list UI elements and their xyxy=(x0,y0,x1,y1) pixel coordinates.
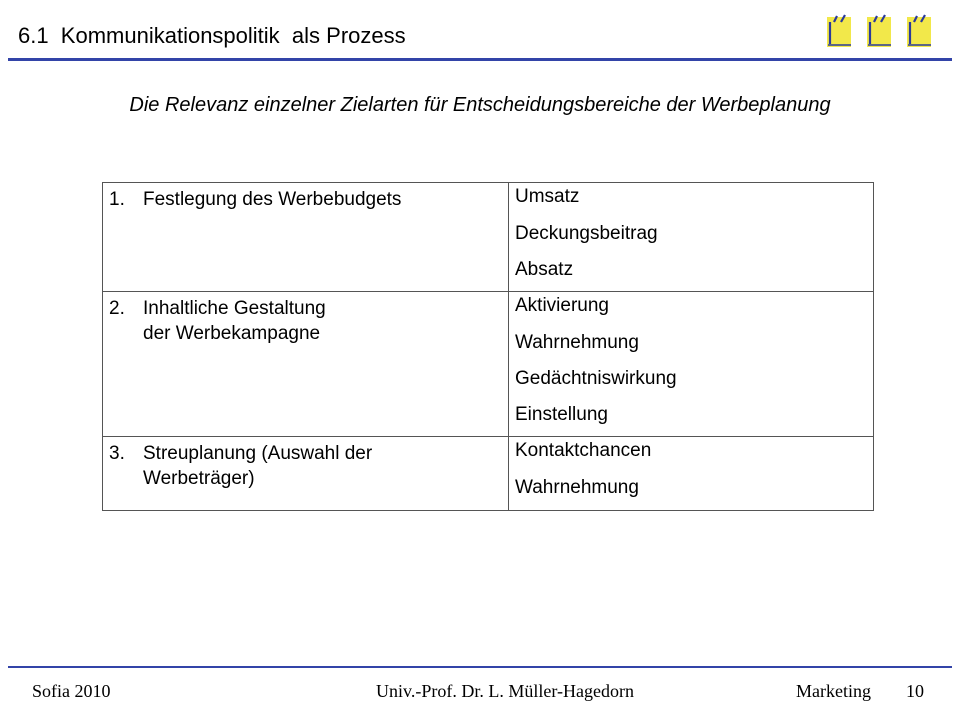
decision-area-cell xyxy=(103,292,509,437)
table-row xyxy=(103,292,874,437)
row-number: 3. xyxy=(109,443,125,464)
title-divider xyxy=(8,58,952,61)
goal-item: Wahrnehmung xyxy=(515,477,639,498)
footer-divider xyxy=(8,666,952,668)
goal-cell xyxy=(509,437,874,511)
goal-item: Aktivierung xyxy=(515,295,609,316)
slide-title: 6.1 Kommunikationspolitik als Prozess xyxy=(18,23,406,48)
decision-area-cell xyxy=(103,437,509,511)
logo-mark-icon xyxy=(904,14,934,50)
goal-cell xyxy=(509,183,874,292)
decision-area-line: Streuplanung (Auswahl der xyxy=(143,443,373,464)
logo-mark-icon xyxy=(864,14,894,50)
slide-subtitle: Die Relevanz einzelner Zielarten für Entscheidungsbereiche der Werbeplanung xyxy=(129,94,831,116)
table-row xyxy=(103,183,874,292)
footer-course: Marketing xyxy=(796,681,871,701)
decision-area-line: Festlegung des Werbebudgets xyxy=(143,189,402,210)
goal-item: Umsatz xyxy=(515,186,580,207)
row-number: 1. xyxy=(109,189,125,210)
decision-area-line: der Werbekampagne xyxy=(143,323,321,344)
goal-item: Wahrnehmung xyxy=(515,332,639,353)
footer-event: Sofia 2010 xyxy=(32,681,111,701)
page-number: 10 xyxy=(906,681,924,701)
footer-author: Univ.-Prof. Dr. L. Müller-Hagedorn xyxy=(376,681,634,701)
decision-area-cell xyxy=(103,183,509,292)
decision-area-line: Werbeträger) xyxy=(143,468,255,489)
logo-group xyxy=(824,14,934,54)
planning-goals-table xyxy=(102,182,874,511)
goal-item: Einstellung xyxy=(515,404,608,425)
decision-area-line: Inhaltliche Gestaltung xyxy=(143,298,326,319)
goal-cell xyxy=(509,292,874,437)
goal-item: Deckungsbeitrag xyxy=(515,223,658,244)
goal-item: Gedächtniswirkung xyxy=(515,368,677,389)
table-row xyxy=(103,437,874,511)
logo-mark-icon xyxy=(824,14,854,50)
row-number: 2. xyxy=(109,298,125,319)
goal-item: Absatz xyxy=(515,259,574,280)
goal-item: Kontaktchancen xyxy=(515,440,652,461)
